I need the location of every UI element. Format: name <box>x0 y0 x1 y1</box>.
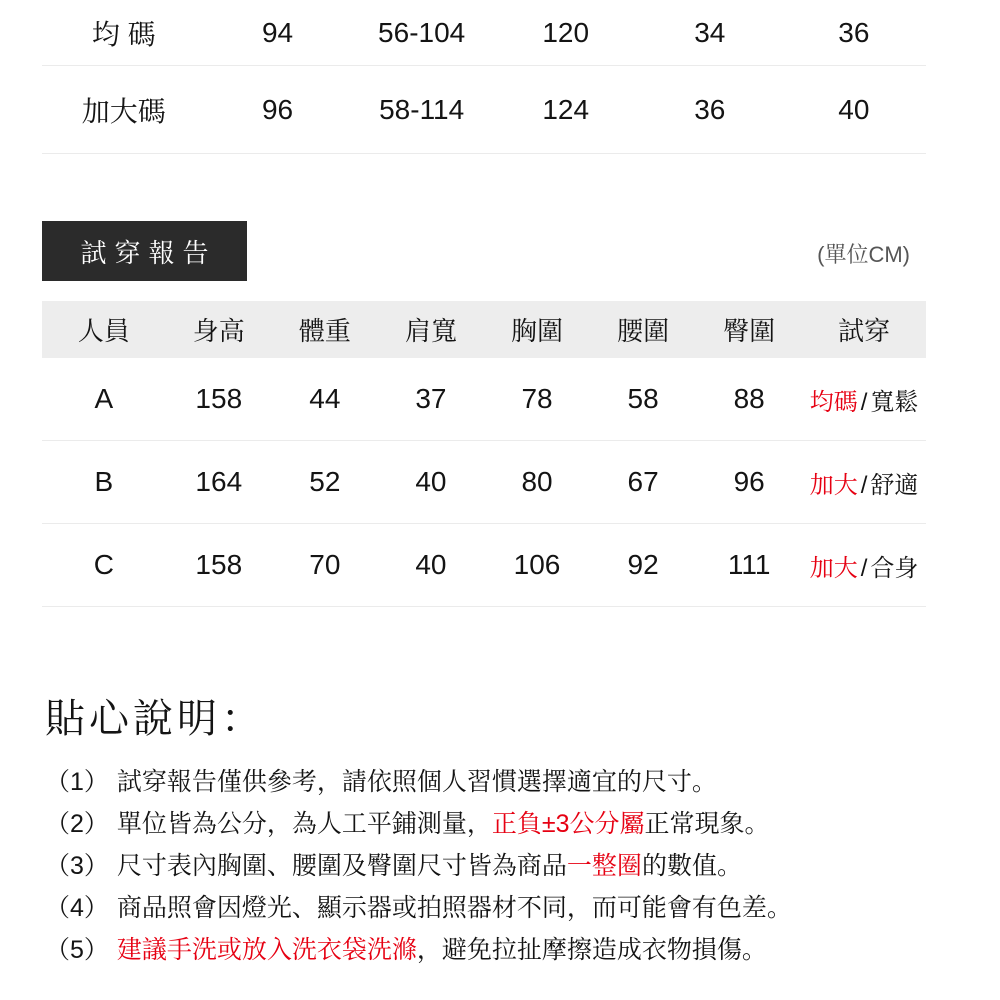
size-value-cell: 34 <box>694 16 726 48</box>
size-table-row <box>42 0 926 66</box>
note-number: （1） <box>45 768 109 796</box>
measure-cell: 92 <box>627 549 659 580</box>
measure-cell: 40 <box>415 549 447 580</box>
note-number: （3） <box>45 852 109 880</box>
fit-report-body <box>42 358 926 607</box>
person-cell: C <box>93 549 114 580</box>
fit-slash: / <box>860 388 868 416</box>
measure-cell: 37 <box>415 383 447 414</box>
column-header: 人員 <box>77 316 130 346</box>
notes-section <box>45 695 955 971</box>
note-segment: 單位皆為公分，為人工平鋪測量， <box>116 810 492 838</box>
fit-report-header-bar <box>42 221 926 281</box>
measure-cell: 70 <box>309 549 341 580</box>
fit-size-label: 加大 <box>809 471 858 499</box>
note-item <box>45 761 955 803</box>
fit-feel-label: 舒適 <box>870 471 919 499</box>
size-value-cell: 36 <box>694 93 726 125</box>
note-number: （2） <box>45 810 109 838</box>
size-value-cell: 56-104 <box>378 16 466 48</box>
fit-feel-label: 合身 <box>870 554 919 582</box>
measure-cell: 106 <box>513 549 561 580</box>
fit-feel-label: 寬鬆 <box>870 388 919 416</box>
note-item <box>45 887 955 929</box>
measure-cell: 88 <box>733 383 765 414</box>
note-segment: ，避免拉扯摩擦造成衣物損傷。 <box>416 936 767 964</box>
size-value-cell: 58-114 <box>379 93 465 125</box>
fit-size-label: 均碼 <box>809 388 858 416</box>
note-segment: 商品照會因燈光、顯示器或拍照器材不同，而可能會有色差。 <box>116 894 792 922</box>
size-value-cell: 36 <box>838 16 870 48</box>
fit-slash: / <box>860 471 868 499</box>
size-value-cell: 94 <box>261 16 294 48</box>
size-label-cell: 加大碼 <box>81 95 166 127</box>
note-segment: 試穿報告僅供參考，請依照個人習慣選擇適宜的尺寸。 <box>116 768 717 796</box>
size-value-cell: 124 <box>542 93 590 125</box>
measure-cell: 80 <box>521 466 553 497</box>
measure-cell: 52 <box>309 466 341 497</box>
note-segment: 一整圈 <box>566 852 642 880</box>
fit-report-row <box>42 358 926 441</box>
column-header: 肩寬 <box>404 316 457 346</box>
person-cell: A <box>94 383 114 414</box>
size-table <box>42 0 926 154</box>
column-header: 胸圍 <box>511 316 564 346</box>
measure-cell: 111 <box>727 549 771 580</box>
measure-cell: 78 <box>521 383 553 414</box>
note-number: （5） <box>45 936 109 964</box>
note-number: （4） <box>45 894 109 922</box>
note-segment: 尺寸表內胸圍、腰圍及臀圍尺寸皆為商品 <box>116 852 567 880</box>
fit-result-cell <box>802 465 926 500</box>
measure-cell: 96 <box>733 466 765 497</box>
size-label-cell: 均 碼 <box>91 18 156 50</box>
measure-cell: 67 <box>627 466 659 497</box>
measure-cell: 58 <box>627 383 659 414</box>
measure-cell: 40 <box>415 466 447 497</box>
column-header: 體重 <box>298 316 351 346</box>
note-segment: 正負±3公分屬 <box>491 810 645 838</box>
notes-title: 貼心說明： <box>45 697 265 741</box>
fit-report-header-row <box>42 301 926 358</box>
measure-cell: 164 <box>195 466 243 497</box>
fit-result-cell <box>802 382 926 417</box>
fit-report-table <box>42 301 926 607</box>
measure-cell: 158 <box>195 383 243 414</box>
column-header: 臀圍 <box>723 316 776 346</box>
fit-slash: / <box>860 554 868 582</box>
size-value-cell: 96 <box>261 93 294 125</box>
size-table-row <box>42 66 926 154</box>
size-value-cell: 120 <box>542 16 590 48</box>
size-value-cell: 40 <box>838 93 870 125</box>
note-item <box>45 929 955 971</box>
column-header: 試穿 <box>838 316 891 346</box>
note-segment: 正常現象。 <box>644 810 770 838</box>
note-segment: 建議手洗或放入洗衣袋洗滌 <box>116 936 417 964</box>
fit-report-title: 試穿報告 <box>42 221 247 281</box>
person-cell: B <box>94 466 114 497</box>
measure-cell: 158 <box>195 549 243 580</box>
note-item <box>45 803 955 845</box>
column-header: 身高 <box>192 316 245 346</box>
unit-note: (單位CM) <box>817 242 910 267</box>
fit-report-row <box>42 441 926 524</box>
note-item <box>45 845 955 887</box>
notes-list <box>45 761 955 971</box>
column-header: 腰圍 <box>617 316 670 346</box>
fit-report-row <box>42 524 926 607</box>
measure-cell: 44 <box>309 383 341 414</box>
note-segment: 的數值。 <box>641 852 742 880</box>
page-content <box>42 0 926 607</box>
fit-result-cell <box>802 548 926 583</box>
fit-size-label: 加大 <box>809 554 858 582</box>
